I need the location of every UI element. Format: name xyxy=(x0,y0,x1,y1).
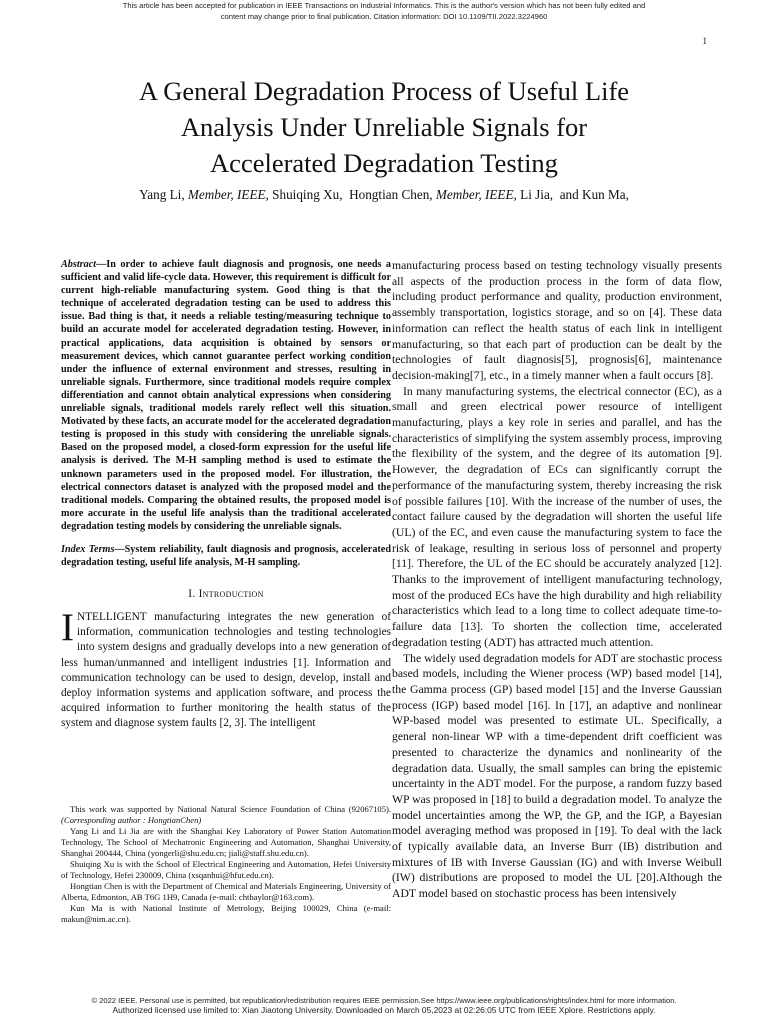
abstract-text: —In order to achieve fault diagnosis and prognosis, one needs a sufficient and valid life-cycle data. However, this requirement is difficult for current high-reliable manufacturing system. Good thing is that the technique of accelerated degradation testing can be used to address this issue. Bad thing is that, it needs a reliable testing/measuring technique to build an accurate model for accelerated degradation testing. However, in practical applications, data acquisition is obtained by sensors or measurement devices, which cannot guarantee perfect working condition under the influence of external environment and stresses, resulting in unreliable signals. Furthermore, since traditional models require complex differentiation and cannot obtain analytical expressions when considering unreliable signals, traditional models rarely reflect well this situation. Motivated by these facts, an accurate model for the accelerated degradation testing is proposed in this study with considering the unreliable signals. Based on the proposed model, a closed-form expression for the useful life analysis is derived. The M-H sampling method is used to estimate the unknown parameters used in the proposed model. For illustration, the electrical connectors dataset is analyzed with the proposed model and the traditional models. Comparing the obtained results, the proposed model is more accurate in the useful life analysis than the traditional accelerated degradation testing models by considering the unreliable signals. xyxy=(61,259,391,532)
license-line: Authorized licensed use limited to: Xian Jiaotong University. Downloaded on March 05,2023 at 02:26:05 UTC from IEEE Xplore. Restrictions apply. xyxy=(112,1005,656,1015)
index-terms-text: —System reliability, fault diagnosis and prognosis, accelerated degradation testing, useful life analysis, M-H sampling. xyxy=(61,543,391,569)
footnotes xyxy=(61,804,391,925)
footnote-affiliation-2: Shuiqing Xu is with the School of Electrical Engineering and Automation, Hefei University of Technology, Hefei 230009, China (xsqanhui@hfut.edu.cn). xyxy=(61,859,391,880)
right-column xyxy=(392,258,722,902)
author-5: and Kun Ma, xyxy=(559,187,629,202)
title-line-3: Accelerated Degradation Testing xyxy=(210,148,558,178)
right-paragraph-3: The widely used degradation models for ADT are stochastic process based models, including the Wiener process (WP) based model [14], the Gamma process (GP) based model [15] and the Inverse Gaussian process (IGP) based model [16]. In [17], an adaptive and nonlinear WP-based model was presented to estimate UL. Specifically, a general non-linear WP with a time-dependent drift coefficient was presented to characterize the dynamics and nonlinearity of the degradation data. Usually, the small samples can bring the epistemic uncertainty in the ADT model. For the purpose, a random fuzzy based WP was proposed in [18] to build a degradation model. To analyze the model uncertainties among the WP, the GP, and the IGP, a Bayesian model averaging method was proposed in [19]. To deal with the lack of typically available data, an Inverse Burr (IB) distribution and mixtures of IB with Inverse Gaussian (IG) and with Inverse Weibull (IW) distributions are proposed to model the UL [20].Although the ADT model based on stochastic process has been intensively xyxy=(392,651,722,901)
footnote-affiliation-4: Kun Ma is with National Institute of Metrology, Beijing 100029, China (e-mail: makun@nim.ac.cn). xyxy=(61,903,391,924)
author-3-role: Member, IEEE, xyxy=(435,187,517,202)
page-number: 1 xyxy=(702,36,707,46)
author-4: Li Jia, xyxy=(520,187,554,202)
right-paragraph-1: manufacturing process based on testing technology visually presents all aspects of the production process in the form of data flow, including product performance and quality, production environment, assembly transportation, logistics storage, and so on [4]. These data information can reflect the health status of each link in intelligent manufacturing, so that each part of production can be dealt by the technologies of fault diagnosis[5], prognosis[6], maintenance decision-making[7], etc., in a timely manner when a fault occurs [8]. xyxy=(392,259,722,382)
index-terms-label: Index Terms xyxy=(61,543,115,555)
intro-first-word: NTELLIGENT xyxy=(77,611,147,624)
section-number: I. xyxy=(188,588,196,601)
publication-notice xyxy=(0,0,768,22)
copyright-line: © 2022 IEEE. Personal use is permitted, but republication/redistribution requires IEEE permission.See https://www.ieee.org/publications/rights/index.html for more information. xyxy=(91,996,677,1005)
drop-cap: I xyxy=(61,606,74,650)
author-2: Shuiqing Xu, xyxy=(272,187,343,202)
footnote-affiliation-1: Yang Li and Li Jia are with the Shanghai Key Laboratory of Power Station Automation Technology, The School of Mechatronic Engineering and Automation, Shanghai University, Shanghai 200444, China (yongerli@shu.edu.cn; jiali@staff.shu.edu.cn). xyxy=(61,826,391,858)
title-line-1: A General Degradation Process of Useful Life xyxy=(138,76,630,106)
footnote-funding-text: This work was supported by National Natural Science Foundation of China (92067105). xyxy=(70,804,391,814)
intro-paragraph-1-text: manufacturing integrates the new generation of information, communication technologies and testing technologies into system designs and gradually develops into a new generation of less human/unmanned and intelligent industries [1]. Information and communication technology can be used to design, develop, install and deploy information systems and application software, and process the acquired information to further monitoring the health status of the system and diagnose system faults [2, 3]. The intelligent xyxy=(61,611,391,729)
publication-notice-line2: content may change prior to final publication. Citation information: DOI 10.1109/TII.2022.3224960 xyxy=(220,12,548,21)
paper-title xyxy=(60,73,708,181)
intro-paragraph-1 xyxy=(61,606,391,731)
footnote-funding xyxy=(61,804,391,826)
section-title: Introduction xyxy=(198,588,264,601)
footnote-corresponding: (Corresponding author : HongtianChen) xyxy=(61,815,202,825)
author-1-role: Member, IEEE, xyxy=(187,187,269,202)
copyright-footer xyxy=(0,996,768,1016)
index-terms xyxy=(61,543,391,569)
footnote-affiliation-3: Hongtian Chen is with the Department of Chemical and Materials Engineering, University of Alberta, Edmonton, AB T6G 1H9, Canada (e-mail: chtbaylor@163.com). xyxy=(61,881,391,902)
section-heading-introduction xyxy=(61,587,391,602)
abstract-label: Abstract xyxy=(61,259,97,270)
right-paragraph-2: In many manufacturing systems, the electrical connector (EC), as a small and green electrical power resource of intelligent manufacturing, plays a key role in series and parallel, and has the characteristics of simplifying the system assembly process, improving the flexibility of the system, and the degree of its automation [9]. However, the degradation of ECs can significantly corrupt the performance of the manufacturing system, thereby increasing the risk of possible failures [10]. With the increase of the number of uses, the contact failure caused by the degradation will shorten the useful life (UL) of the EC, and even cause the manufacturing system to face the risk of leakage, resulting in serious loss of personnel and property [11]. Therefore, the UL of the EC should be accurately analyzed [12]. Thanks to the improvement of intelligent manufacturing technology, most of the produced ECs have the high durability and high reliability characteristics which lead to a long time to collect adequate time-to-failure data [13]. To shorten the collection time, accelerated degradation testing (ADT) has attracted much attention. xyxy=(392,384,722,649)
publication-notice-line1: This article has been accepted for publication in IEEE Transactions on Industrial Informatics. This is the author's version which has not been fully edited and xyxy=(122,1,646,10)
author-3: Hongtian Chen, xyxy=(349,187,433,202)
author-1: Yang Li, xyxy=(139,187,185,202)
title-line-2: Analysis Under Unreliable Signals for xyxy=(180,112,588,142)
left-column xyxy=(61,258,391,731)
abstract xyxy=(61,258,391,533)
author-list xyxy=(60,187,708,203)
